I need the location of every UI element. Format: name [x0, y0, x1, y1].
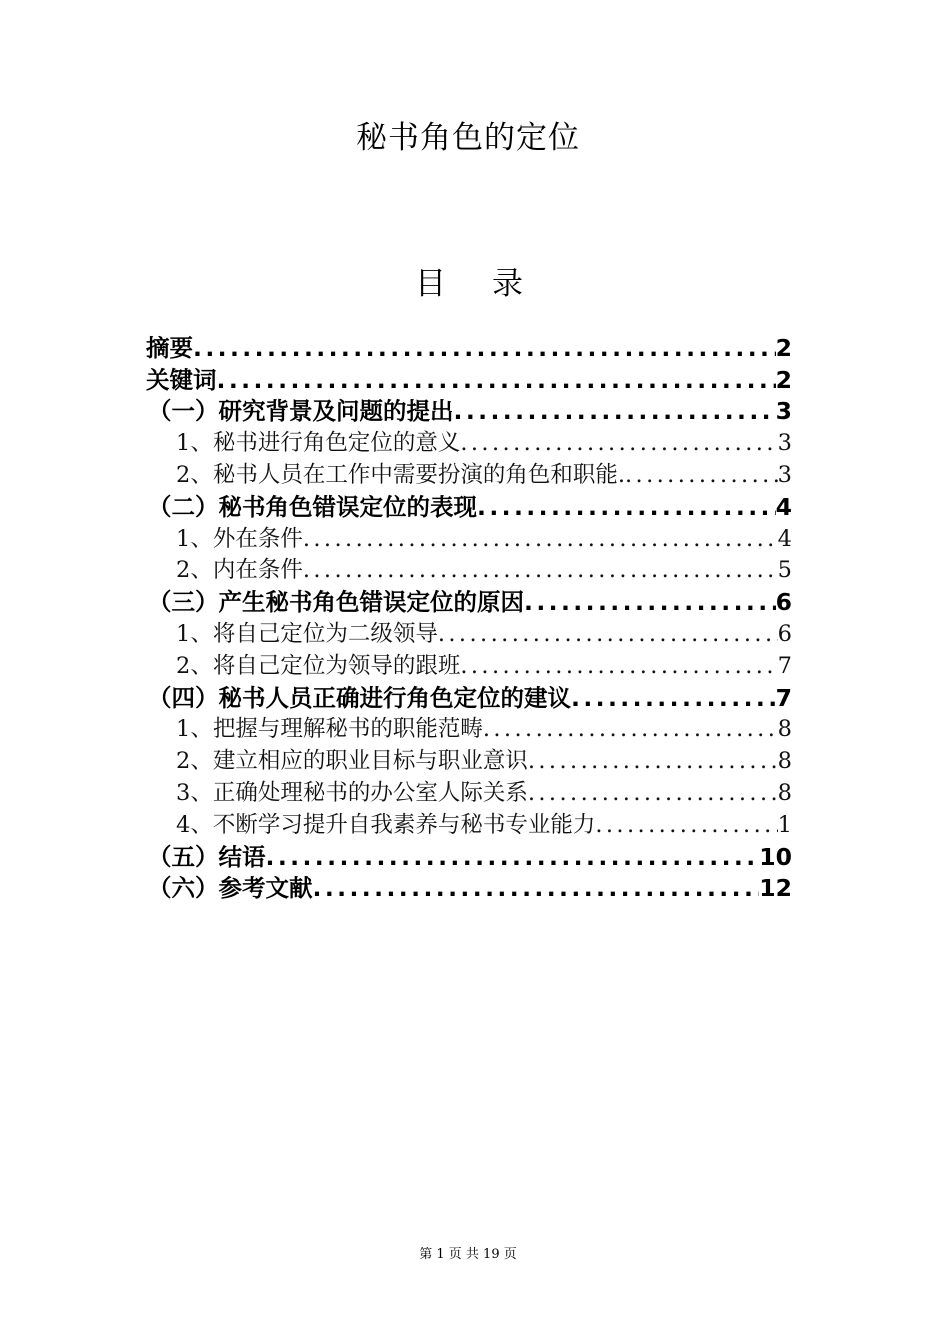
- toc-heading-right: 录: [492, 266, 523, 302]
- toc-entry-label: 关键词: [146, 365, 217, 394]
- toc-heading: [0, 262, 938, 306]
- toc-entry-label: 1、将自己定位为二级领导: [176, 620, 438, 647]
- toc-entry[interactable]: [146, 426, 792, 458]
- toc-entry[interactable]: [146, 490, 792, 522]
- toc-entry-page-number: 3: [775, 397, 792, 426]
- toc-dot-leader: [477, 492, 776, 522]
- toc-dot-leader: [460, 651, 777, 681]
- toc-entry[interactable]: [146, 522, 792, 554]
- toc-dot-leader: [313, 873, 760, 903]
- toc-entry-page-number: 2: [775, 333, 792, 362]
- toc-dot-leader: [454, 396, 776, 426]
- toc-dot-leader: [528, 778, 778, 808]
- toc-entry-label: （三）产生秘书角色错误定位的原因: [148, 588, 524, 617]
- toc-entry-label: （四）秘书人员正确进行角色定位的建议: [148, 683, 571, 712]
- toc-entry[interactable]: [146, 585, 792, 617]
- toc-dot-leader: [571, 683, 776, 713]
- toc-entry-label: 4、不断学习提升自我素养与秘书专业能力: [176, 811, 596, 838]
- toc-entry-label: 2、秘书人员在工作中需要扮演的角色和职能.: [176, 461, 625, 488]
- toc-entry[interactable]: [146, 363, 792, 395]
- toc-dot-leader: [303, 524, 778, 554]
- toc-entry-label: （六）参考文献: [148, 874, 313, 903]
- toc-entry[interactable]: [146, 840, 792, 872]
- toc-entry[interactable]: [146, 649, 792, 681]
- toc-entry-page-number: 3: [777, 461, 792, 488]
- toc-entry-label: 1、外在条件: [176, 525, 303, 552]
- toc-entry[interactable]: [146, 808, 792, 840]
- toc-dot-leader: [438, 619, 778, 649]
- toc-dot-leader: [595, 810, 777, 840]
- toc-heading-left: 目: [415, 266, 446, 302]
- page-footer: 第 1 页 共 19 页: [419, 1247, 517, 1262]
- toc-entry-label: 1、秘书进行角色定位的意义: [176, 430, 461, 457]
- toc-entry-label: 1、把握与理解秘书的职能范畴: [176, 716, 483, 743]
- toc-dot-leader: [193, 333, 776, 363]
- toc-entry[interactable]: [146, 395, 792, 427]
- toc-entry-page-number: 8: [777, 716, 792, 743]
- toc-entry-page-number: 8: [777, 748, 792, 775]
- toc-entry-page-number: 7: [777, 652, 792, 679]
- toc-entry-page-number: 6: [777, 620, 792, 647]
- toc-entry-label: 3、正确处理秘书的办公室人际关系: [176, 779, 528, 806]
- toc-entry[interactable]: [146, 713, 792, 745]
- toc-entry-page-number: 2: [775, 365, 792, 394]
- toc-entry[interactable]: [146, 617, 792, 649]
- toc-entry[interactable]: [146, 331, 792, 363]
- toc-dot-leader: [266, 842, 760, 872]
- toc-dot-leader: [483, 714, 778, 744]
- toc-entry[interactable]: [146, 458, 792, 490]
- toc-entry-label: 2、建立相应的职业目标与职业意识: [176, 748, 528, 775]
- toc-entry-page-number: 1: [777, 811, 792, 838]
- toc-entry-label: 2、将自己定位为领导的跟班: [176, 652, 461, 679]
- toc-entry-page-number: 4: [775, 492, 792, 521]
- toc-entry[interactable]: [146, 554, 792, 586]
- toc-dot-leader: [625, 460, 778, 490]
- toc-dot-leader: [528, 746, 778, 776]
- toc-dot-leader: [524, 587, 776, 617]
- toc-entry-page-number: 4: [777, 525, 792, 552]
- toc-entry-label: 2、内在条件: [176, 557, 303, 584]
- toc-dot-leader: [217, 365, 776, 395]
- toc-entry-label: （一）研究背景及问题的提出: [148, 397, 454, 426]
- toc-entry-page-number: 7: [775, 683, 792, 712]
- toc-entry-page-number: 8: [777, 779, 792, 806]
- toc-entry-page-number: 10: [759, 842, 792, 871]
- toc-entry-page-number: 6: [775, 588, 792, 617]
- toc-entry[interactable]: [146, 681, 792, 713]
- toc-entry[interactable]: [146, 776, 792, 808]
- toc-dot-leader: [303, 555, 778, 585]
- toc-entry-page-number: 3: [777, 430, 792, 457]
- toc-entry-label: （二）秘书角色错误定位的表现: [148, 492, 477, 521]
- toc-entry-page-number: 5: [777, 557, 792, 584]
- toc-entry-label: （五）结语: [148, 842, 266, 871]
- toc-entry-label: 摘要: [146, 333, 193, 362]
- toc-dot-leader: [460, 428, 777, 458]
- toc-entry[interactable]: [146, 872, 792, 904]
- toc-entry-page-number: 12: [759, 874, 792, 903]
- document-title: 秘书角色的定位: [356, 120, 580, 156]
- toc-entry[interactable]: [146, 744, 792, 776]
- table-of-contents: [146, 331, 792, 903]
